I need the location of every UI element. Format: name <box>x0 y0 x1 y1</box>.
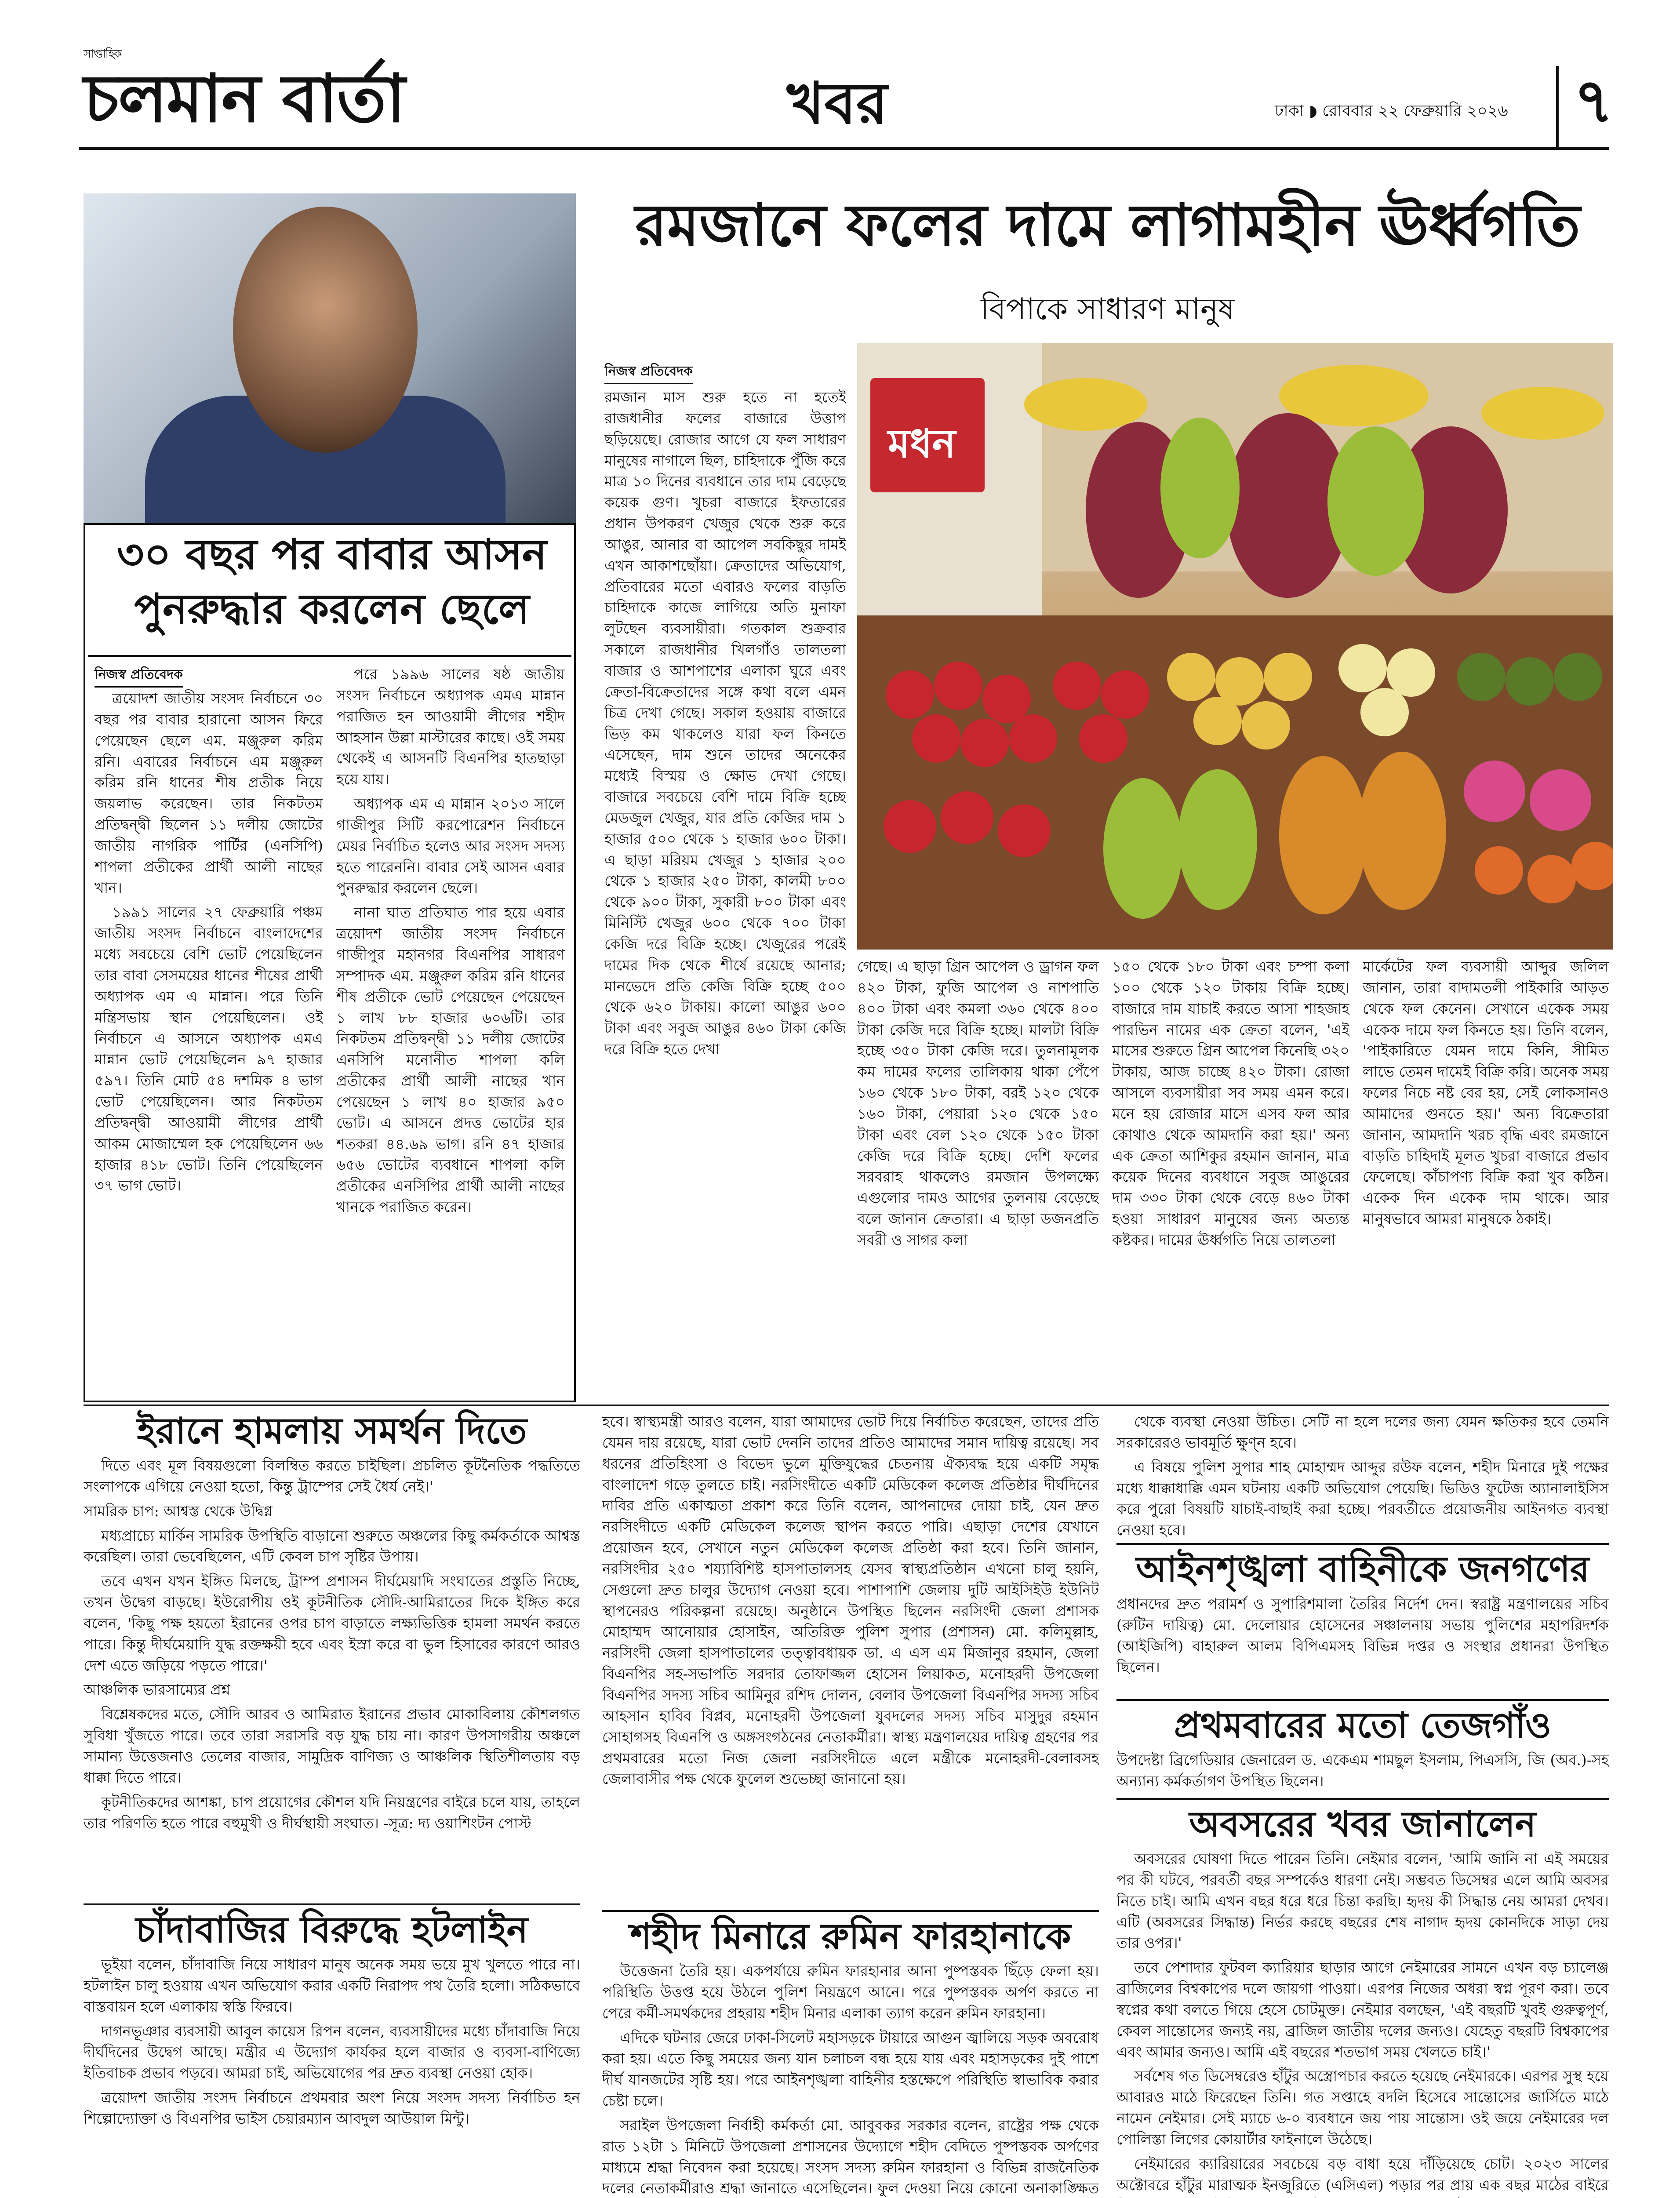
dateline: ঢাকা ◗ রোববার ২২ ফেব্রুয়ারি ২০২৬ <box>1275 102 1508 120</box>
shaheed-p1: উত্তেজনা তৈরি হয়। একপর্যায়ে রুমিন ফারহানার আনা পুষ্পস্তবক ছিঁড়ে ফেলা হয়। পরিস্থিতি উত্তপ্ত হয়ে উঠলে পুলিশ নিয়ন্ত্রণে আনে। পরে পুষ্পস্তবক অর্পণ করতে না পেরে কর্মী-সমর্থকদের প্রহরায় শহীদ মিনার এলাকা ত্যাগ করেন রুমিন ফারহানা। <box>602 1962 1099 2022</box>
story1-col1-p2: ১৯৯১ সালের ২৭ ফেব্রুয়ারি পঞ্চম জাতীয় সংসদ নির্বাচনে বাংলাদেশের মধ্যে সবচেয়ে বেশি ভোট পেয়েছিলেন তার বাবা সেসময়ের ধানের শীষের প্রার্থী অধ্যাপক এম এ মান্নান। পরে তিনি মন্ত্রিসভায় স্থান পেয়েছিলেন। ওই নির্বাচনে এ আসনে অধ্যাপক এমএ মান্নান ভোট পেয়েছিলেন ৯৭ হাজার ৫৯৭। তিনি মোট ৫৪ দশমিক ৪ ভাগ ভোট পেয়েছিলেন। আর নিকটতম প্রতিদ্বন্দ্বী আওয়ামী লীগের প্রার্থী আকম মোজাম্মেল হক পেয়েছিলেন ৬৬ হাজার ৪১৮ ভোট। তিনি পেয়েছিলেন ৩৭ ভাগ ভোট। <box>95 903 323 1194</box>
fruit-market-photo <box>857 343 1613 950</box>
health-cont-body <box>602 1411 1099 1917</box>
iran-subhead2: আঞ্চলিক ভারসাম্যের প্রশ্ন <box>84 1681 230 1699</box>
fruit-illustration <box>857 343 1613 950</box>
retire-p4: নেইমারের ক্যারিয়ারের সবচেয়ে বড় বাধা হয়ে দাঁড়িয়েছে চোট। ২০২৩ সালের অক্টোবরে হাঁটুর মারাত্মক ইনজুরিতে (এসিএল) পড়ার পর প্রায় এক বছর মাঠের বাইরে <box>1116 2155 1609 2194</box>
shaheed-divider <box>602 1910 1099 1912</box>
lead-col1 <box>604 387 846 1398</box>
story1-headline <box>101 528 563 636</box>
lead-col4 <box>1363 956 1609 1400</box>
story1-col2 <box>336 664 565 1396</box>
lead-headline: রমজানে ফলের দামে লাগামহীন ঊর্ধ্বগতি <box>635 191 1580 259</box>
iran-p5: কূটনীতিকদের আশঙ্কা, চাপ প্রয়োগের কৌশল যদি নিয়ন্ত্রণের বাইরে চলে যায়, তাহলে তার পরিণতি হতে পারে বহুমুখী ও দীর্ঘস্থায়ী সংঘাত। -সূত্র: দ্য ওয়াশিংটন পোস্ট <box>84 1793 580 1832</box>
shaheed-p2: এদিকে ঘটনার জেরে ঢাকা-সিলেট মহাসড়কে টায়ারে আগুন জ্বালিয়ে সড়ক অবরোধ করা হয়। এতে কিছু সময়ের জন্য যান চলাচল বন্ধ হয়ে যায় এবং মহাসড়কের দুই পাশে দীর্ঘ যানজটের সৃষ্টি হয়। পরে আইনশৃঙ্খলা বাহিনীর হস্তক্ষেপে পরিস্থিতি স্বাভাবিক করার চেষ্টা চলে। <box>602 2029 1099 2110</box>
story1-divider <box>88 655 571 657</box>
story1-headline-line1: ৩০ বছর পর বাবার আসন <box>116 530 547 579</box>
retire-p2: তবে পেশাদার ফুটবল ক্যারিয়ার ছাড়ার আগে নেইমারের সামনে এখন বড় চ্যালেঞ্জ ব্রাজিলের বিশ্বকাপের দলে জায়গা পাওয়া। এরপর নিজের অধরা স্বপ্ন পূরণ করা। তবে স্বপ্নের কথা বলতে গিয়ে হেসে চোটমুক্ত। নেইমার বলছেন, 'এই বছরটি খুবই গুরুত্বপূর্ণ, কেবল সান্তোসের জন্যই নয়, ব্রাজিল জাতীয় দলের জন্যও। যেহেতু বছরটি বিশ্বকাপের এবং আমার জন্যও। আমি এই বছরের শতভাগ সময় খেলতে চাই।' <box>1116 1959 1609 2060</box>
retire-p3: সর্বশেষ গত ডিসেম্বরেও হাঁটুর অস্ত্রোপচার করতে হয়েছে নেইমারকে। এরপর সুস্থ হয়ে আবারও মাঠে ফিরেছেন তিনি। গত সপ্তাহে বদলি হিসেবে সান্তোসের জার্সিতে মাঠে নামেন নেইমার। সেই ম্যাচে ৬-০ ব্যবধানে জয় পায় সান্তোস। ওই জয়ে নেইমারের দল পোলিস্তা লিগের কোয়ার্টার ফাইনালে উঠেছে। <box>1116 2067 1609 2148</box>
chadabazi-headline: চাঁদাবাজির বিরুদ্ধে হটলাইন <box>135 1909 528 1951</box>
first-divider <box>1116 1699 1609 1701</box>
masthead-tag: সাপ্তাহিক <box>84 47 121 61</box>
lead-col3 <box>1112 956 1349 1400</box>
lower-divider <box>84 1405 1609 1406</box>
retire-divider <box>1116 1798 1609 1800</box>
page-number: ৭ <box>1574 65 1614 137</box>
shaheed-cont-body <box>1116 1411 1609 1543</box>
lead-col1-text: রমজান মাস শুরু হতে না হতেই রাজধানীর ফলের বাজারে উত্তাপ ছড়িয়েছে। রোজার আগে যে ফল সাধারণ মানুষের নাগালে ছিল, চাহিদাকে পুঁজি করে মাত্র ১০ দিনের ব্যবধানে তার দাম বেড়েছে কয়েক গুণ। খুচরা বাজারে ইফতারের প্রধান উপকরণ খেজুর থেকে শুরু করে আঙুর, আনার বা আপেল সবকিছুর দামই এখন আকাশছোঁয়া। ক্রেতাদের অভিযোগ, প্রতিবারের মতো এবারও ফলের বাড়তি চাহিদাকে কাজে লাগিয়ে অতি মুনাফা লুটছেন ব্যবসায়ীরা। গতকাল শুক্রবার সকালে রাজধানীর খিলগাঁও তালতলা বাজার ও আশপাশের এলাকা ঘুরে এবং ক্রেতা-বিক্রেতাদের সঙ্গে কথা বলে এমন চিত্র দেখা গেছে। সকাল হওয়ায় বাজারে ভিড় কম থাকলেও যারা ফল কিনতে এসেছেন, দাম শুনে তাদের অনেকের মধ্যেই বিস্ময় ও ক্ষোভ দেখা গেছে। বাজারে সবচেয়ে বেশি দামে বিক্রি হচ্ছে মেডজুল খেজুর, যার প্রতি কেজির দাম ১ হাজার ৫০০ থেকে ১ হাজার ৬০০ টাকা। এ ছাড়া মরিয়ম খেজুর ১ হাজার ২০০ থেকে ১ হাজার ২৫০ টাকা, কালমী ৮০০ থেকে ৯০০ টাকা, সুকারী ৮০০ টাকা এবং মিনিস্টি খেজুর ৬০০ থেকে ৭০০ টাকা কেজি দরে বিক্রি হচ্ছে। খেজুরের পরেই দামের দিক থেকে শীর্ষে রয়েছে আনার; মানভেদে প্রতি কেজি বিক্রি হচ্ছে ৫০০ থেকে ৬২০ টাকায়। কালো আঙুর ৬০০ টাকা এবং সবুজ আঙুর ৪৬০ টাকা কেজি দরে বিক্রি হতে দেখা <box>604 389 846 1058</box>
shaheed-headline: শহীদ মিনারে রুমিন ফারহানাকে <box>630 1915 1071 1958</box>
lead-byline: নিজস্ব প্রতিবেদক <box>604 360 693 384</box>
masthead-rule <box>79 147 1609 150</box>
chadabazi-p3: ত্রয়োদশ জাতীয় সংসদ নির্বাচনে প্রথমবার অংশ নিয়ে সংসদ সদস্য নির্বাচিত হন শিল্পোদ্যোক্তা ও বিএনপির ভাইস চেয়ারম্যান আবদুল আউয়াল মিন্টু। <box>84 2089 580 2127</box>
story1-byline: নিজস্ব প্রতিবেদক <box>95 664 183 688</box>
chadabazi-p1: ভূইয়া বলেন, চাঁদাবাজি নিয়ে সাধারণ মানুষ অনেক সময় ভয়ে মুখ খুলতে পারে না। হটলাইন চালু হওয়ায় এখন অভিযোগ করার একটি নিরাপদ পথ তৈরি হলো। সঠিকভাবে বাস্তবায়ন হলে এলাকায় স্বস্তি ফিরবে। <box>84 1956 580 2015</box>
shop-sign: মধন <box>888 421 956 467</box>
page-number-divider <box>1556 66 1559 149</box>
chadabazi-divider <box>84 1903 580 1905</box>
iran-p3: তবে এখন যখন ইঙ্গিত মিলছে, ট্রাম্প প্রশাসন দীর্ঘমেয়াদি সংঘাতের প্রস্তুতি নিচ্ছে, তখন উদ্বেগ বাড়ছে। ইউরোপীয় ওই কূটনীতিক সৌদি-আমিরাতের দিকে ইঙ্গিত করে বলেন, 'কিছু পক্ষ হয়তো ইরানের ওপর চাপ বাড়াতে লক্ষ্যভিত্তিক হামলা সমর্থন করতে পারে। কিন্তু দীর্ঘমেয়াদি যুদ্ধ রক্তক্ষয়ী হবে এবং ইস্রা করে বা ভুল হিসাবের কারণে আরও দেশ এতে জড়িয়ে পড়তে পারে।' <box>84 1572 580 1674</box>
iran-p1: দিতে এবং মূল বিষয়গুলো বিলম্বিত করতে চাইছিল। প্রচলিত কূটনৈতিক পদ্ধতিতে সংলাপকে এগিয়ে নেওয়া হতো, কিন্তু ট্রাম্পের সেই ধৈর্য নেই।' <box>84 1457 580 1495</box>
first-body <box>1116 1750 1609 1798</box>
lead-byline-wrap <box>604 360 693 384</box>
shaheed-cont-p2: এ বিষয়ে পুলিশ সুপার শাহ মোহাম্মদ আব্দুর রউফ বলেন, শহীদ মিনারে দুই পক্ষের মধ্যে ধাক্কাধাক্কি এমন ঘটনায় একটি অভিযোগ পেয়েছি। ভিডিও ফুটেজ অ্যানালাইসিস করে পুরো বিষয়টি যাচাই-বাছাই করা হচ্ছে। পরবর্তীতে প্রয়োজনীয় আইনগত ব্যবস্থা নেওয়া হবে। <box>1116 1458 1609 1539</box>
masthead-name: চলমান বার্তা <box>84 61 405 137</box>
law-headline: আইনশৃঙ্খলা বাহিনীকে জনগণের <box>1136 1548 1589 1590</box>
masthead-logo <box>84 47 405 137</box>
first-text: উপদেষ্টা ব্রিগেডিয়ার জেনারেল ড. একেএম শামছুল ইসলাম, পিএসসি, জি (অব.)-সহ অন্যান্য কর্মকর্তাগণ উপস্থিত ছিলেন। <box>1116 1751 1609 1790</box>
law-body <box>1116 1594 1609 1699</box>
lead-col4-text: মার্কেটের ফল ব্যবসায়ী আব্দুর জলিল জানান, তারা বাদামতলী পাইকারি আড়ত থেকে ফল কেনেন। সেখানে একেক সময় একেক দামে ফল কিনতে হয়। তিনি বলেন, 'পাইকারিতে যেমন দামে কিনি, সীমিত লাভে তেমন দামেই বিক্রি করি। অনেক সময় ফলের নিচে নষ্ট বের হয়, সেই লোকসানও আমাদের গুনতে হয়।' অন্য বিক্রেতারা জানান, আমদানি খরচ বৃদ্ধি এবং রমজানে বাড়তি চাহিদাই মূলত খুচরা বাজারে প্রভাব ফেলেছে। কাঁচাপণ্য বিক্রি করা খুব কঠিন। একেক দিন একেক দাম থাকে। আর মানুষভাবে আমরা মানুষকে ঠকাই। <box>1363 958 1609 1228</box>
story1-headline-line2: পুনরুদ্ধার করলেন ছেলে <box>134 584 530 633</box>
iran-headline: ইরানে হামলায় সমর্থন দিতে <box>137 1410 527 1452</box>
retire-headline: অবসরের খবর জানালেন <box>1189 1803 1536 1845</box>
lead-col2-text: গেছে। এ ছাড়া গ্রিন আপেল ও ড্রাগন ফল ৪২০ টাকা, ফুজি আপেল ও নাশপাতি ৪০০ টাকা এবং কমলা ৩৬০ থেকে ৪০০ টাকা কেজি দরে বিক্রি হচ্ছে। মালটা বিক্রি হচ্ছে ৩৫০ টাকা কেজি দরে। তুলনামূলক কম দামের ফলের তালিকায় থাকা পেঁপে ১৬০ থেকে ১৮০ টাকা, বরই ১২০ থেকে ১৬০ টাকা, পেয়ারা ১২০ থেকে ১৫০ টাকা এবং বেল ১২০ থেকে ১৫০ টাকা কেজি দরে বিক্রি হচ্ছে। দেশি ফলের সরবরাহ থাকলেও রমজান উপলক্ষ্যে এগুলোর দামও আগের তুলনায় বেড়েছে বলে জানান ক্রেতারা। এ ছাড়া ডজনপ্রতি সবরী ও সাগর কলা <box>857 958 1099 1248</box>
first-headline: প্রথমবারের মতো তেজগাঁও <box>1174 1704 1551 1746</box>
shaheed-body <box>602 1961 1099 2198</box>
story1-col2-p1: পরে ১৯৯৬ সালের ষষ্ঠ জাতীয় সংসদ নির্বাচনে অধ্যাপক এমএ মান্নান পরাজিত হন আওয়ামী লীগের শহীদ আহসান উল্লা মাস্টারের কাছে। ওই সময় থেকেই এ আসনটি বিএনপির হাতছাড়া হয়ে যায়। <box>336 666 565 788</box>
iran-p4: বিশ্লেষকদের মতে, সৌদি আরব ও আমিরাত ইরানের প্রভাব মোকাবিলায় কৌশলগত সুবিধা খুঁজতে পারে। তবে তারা সরাসরি বড় যুদ্ধ চায় না। কারণ উপসাগরীয় অঞ্চলে সামান্য উত্তেজনাও তেলের বাজার, সামুদ্রিক বাণিজ্য ও আঞ্চলিক স্থিতিশীলতায় বড় ধাক্কা দিতে পারে। <box>84 1706 580 1786</box>
law-text: প্রধানদের দ্রুত পরামর্শ ও সুপারিশমালা তৈরির নির্দেশ দেন। স্বরাষ্ট্র মন্ত্রণালয়ের সচিব (রুটিন দায়িত্ব) মো. দেলোয়ার হোসেনের সঞ্চালনায় সভায় পুলিশের মহাপরিদর্শক (আইজিপি) বাহারুল আলম বিপিএমসহ বিভিন্ন দপ্তর ও সংস্থার প্রধানরা উপস্থিত ছিলেন। <box>1116 1595 1609 1676</box>
chadabazi-p2: দাগনভূঞার ব্যবসায়ী আবুল কায়েস রিপন বলেন, ব্যবসায়ীদের মধ্যে চাঁদাবাজি নিয়ে দীর্ঘদিনের উদ্বেগ আছে। মন্ত্রীর এ উদ্যোগ কার্যকর হলে বাজার ও ব্যবসা-বাণিজ্যে ইতিবাচক প্রভাব পড়বে। আমরা চাই, অভিযোগের পর দ্রুত ব্যবস্থা নেওয়া হোক। <box>84 2022 580 2082</box>
section-name: খবর <box>787 69 888 137</box>
story1-col1-p1: ত্রয়োদশ জাতীয় সংসদ নির্বাচনে ৩০ বছর পর বাবার হারানো আসন ফিরে পেয়েছেন ছেলে এম. মঞ্জুরুল করিম রনি। এবারের নির্বাচনে এম মঞ্জুরুল করিম রনি ধানের শীষ প্রতীক নিয়ে জয়লাভ করেছেন। তার নিকটতম প্রতিদ্বন্দ্বী ছিলেন ১১ দলীয় জোটের জাতীয় নাগরিক পার্টির (এনসিপি) শাপলা প্রতীকের প্রার্থী আলী নাছের খান। <box>95 690 323 896</box>
shaheed-cont-p1: থেকে ব্যবস্থা নেওয়া উচিত। সেটি না হলে দলের জন্য যেমন ক্ষতিকর হবে তেমনি সরকারেরও ভাবমূর্তি ক্ষুণ্ন হবে। <box>1116 1413 1609 1451</box>
chadabazi-body <box>84 1954 580 2198</box>
story1-col2-p3: নানা ঘাত প্রতিঘাত পার হয়ে এবার ত্রয়োদশ জাতীয় সংসদ নির্বাচনে গাজীপুর মহানগর বিএনপির সাধারণ সম্পাদক এম. মঞ্জুরুল করিম রনি ধানের শীষ প্রতীকে ভোট পেয়েছেন পেয়েছেন ১ লাখ ৮৮ হাজার ৬০৬টি। তার নিকটতম প্রতিদ্বন্দ্বী ১১ দলীয় জোটের এনসিপি মনোনীত শাপলা কলি প্রতীকের প্রার্থী আলী নাছের খান পেয়েছেন ১ লাখ ৪০ হাজার ৯৫০ ভোট। এ আসনে প্রদত্ত ভোটের হার শতকরা ৪৪.৬৯ ভাগ। রনি ৪৭ হাজার ৬৫৬ ভোটের ব্যবধানে শাপলা কলি প্রতীকের এনসিপির প্রার্থী আলী নাছের খানকে পরাজিত করেন। <box>336 904 565 1216</box>
story1-col2-p2: অধ্যাপক এম এ মান্নান ২০১৩ সালে গাজীপুর সিটি করপোরেশন নির্বাচনে মেয়র নির্বাচিত হলেও আর সংসদ সদস্য হতে পারেননি। বাবার সেই আসন এবার পুনরুদ্ধার করলেন ছেলে। <box>336 795 565 897</box>
lead-col2 <box>857 956 1099 1400</box>
iran-p2: মধ্যপ্রাচ্যে মার্কিন সামরিক উপস্থিতি বাড়ানো শুরুতে অঞ্চলের কিছু কর্মকর্তাকে আশ্বস্ত করেছিল। তারা ভেবেছিলেন, এটি কেবল চাপ সৃষ্টির উপায়। <box>84 1527 580 1565</box>
retire-body <box>1116 1849 1609 2198</box>
shaheed-p3: সরাইল উপজেলা নির্বাহী কর্মকর্তা মো. আবুবকর সরকার বলেন, রাষ্ট্রের পক্ষ থেকে রাত ১২টা ১ মিনিটে উপজেলা প্রশাসনের উদ্যোগে শহীদ বেদিতে পুষ্পস্তবক অর্পণের মাধ্যমে শ্রদ্ধা নিবেদন করা হয়েছে। সংসদ সদস্য রুমিন ফারহানা ও বিভিন্ন রাজনৈতিক দলের নেতাকর্মীরাও শ্রদ্ধা জানাতে এসেছিলেন। ফুল দেওয়া নিয়ে কোনো অনাকাঙ্ক্ষিত <box>602 2116 1099 2197</box>
retire-p1: অবসরের ঘোষণা দিতে পারেন তিনি। নেইমার বলেন, 'আমি জানি না এই সময়ের পর কী ঘটবে, পরবর্তী বছর সম্পর্কেও ধারণা নেই। সম্ভবত ডিসেম্বর এলে আমি অবসর নিতে চাই। আমি এখন বছর ধরে ধরে চিন্তা করছি। হৃদয় কী সিদ্ধান্ত নেয় আমরা দেখব। এটি (অবসরের সিদ্ধান্ত) নির্ভর করছে বছরের শেষ নাগাদ হৃদয় কোনদিকে সাড়া দেয় তার ওপর।' <box>1116 1850 1609 1952</box>
lead-col3-text: ১৫০ থেকে ১৮০ টাকা এবং চম্পা কলা ১০০ থেকে ১২০ টাকায় বিক্রি হচ্ছে। বাজারে দাম যাচাই করতে আসা শাহজাহ পারভিন নামের এক ক্রেতা বলেন, 'এই মাসের শুরুতে গ্রিন আপেল কিনেছি ৩২০ টাকায়, আজ চাচ্ছে ৪২০ টাকা। রোজা আসলে ব্যবসায়ীরা সব সময় এমন করে। মনে হয় রোজার মাসে এসব ফল আর কোথাও থেকে আমদানি করা হয়।' অন্য এক ক্রেতা আশিকুর রহমান জানান, মাত্র কয়েক দিনের ব্যবধানে সবুজ আঙুরের দাম ৩৩০ টাকা থেকে বেড়ে ৪৬০ টাকা হওয়া সাধারণ মানুষের জন্য অত্যন্ত কষ্টকর। দামের ঊর্ধ্বগতি নিয়ে তালতলা <box>1112 958 1349 1248</box>
iran-body <box>84 1455 580 1903</box>
story1-byline-wrap <box>95 664 183 688</box>
health-cont-text: হবে। স্বাস্থ্যমন্ত্রী আরও বলেন, যারা আমাদের ভোট দিয়ে নির্বাচিত করেছেন, তাদের প্রতি যেমন দায় রয়েছে, যারা ভোট দেননি তাদের প্রতিও আমাদের সমান দায়িত্ব রয়েছে। সব ধরনের প্রতিহিংসা ও বিভেদ ভুলে মুক্তিযুদ্ধের চেতনায় ঐক্যবদ্ধ হয়ে একটি সমৃদ্ধ বাংলাদেশ গড়ে তুলতে চাই। নরসিংদীতে একটি মেডিকেল কলেজ প্রতিষ্ঠার দীর্ঘদিনের দাবির প্রতি একাত্মতা প্রকাশ করে তিনি বলেন, আপনাদের দোয়া চাই, যেন দ্রুত নরসিংদীতে একটি মেডিকেল কলেজ স্থাপন করতে পারি। এছাড়া দেশের যেখানে প্রয়োজন হবে, সেখানে নতুন মেডিকেল কলেজ প্রতিষ্ঠা করা হবে। তিনি জানান, নরসিংদীর ২৫০ শয্যাবিশিষ্ট হাসপাতালসহ যেসব স্বাস্থ্যপ্রতিষ্ঠান এখনো চালু হয়নি, সেগুলো দ্রুত চালুর উদ্যোগ নেওয়া হবে। পাশাপাশি জেলায় দুটি আইসিইউ ইউনিট স্থাপনেরও পরিকল্পনা রয়েছে। অনুষ্ঠানে উপস্থিত ছিলেন নরসিংদী জেলা প্রশাসক মোহাম্মদ আনোয়ার হোসাইন, অতিরিক্ত পুলিশ সুপার (প্রশাসন) মো. কলিমুল্লাহ, নরসিংদী জেলা হাসপাতালের তত্ত্বাবধায়ক ডা. এ এস এম মিজানুর রহমান, জেলা বিএনপির সহ-সভাপতি সরদার তোফাজ্জল হোসেন লিয়াকত, মনোহরদী উপজেলা বিএনপির সদস্য সচিব আমিনুর রশিদ দোলন, বেলাব উপজেলা বিএনপির সদস্য সচিব আহসান হাবিব বিপ্লব, মনোহরদী উপজেলা যুবদলের সদস্য সচিব মাসুদুর রহমান সোহাগসহ বিএনপি ও অঙ্গসংগঠনের নেতাকর্মীরা। স্বাস্থ্য মন্ত্রণালয়ের দায়িত্ব গ্রহণের পর প্রথমবারের মতো নিজ জেলা নরসিংদীতে এলে মন্ত্রীকে মনোহরদী-বেলাবসহ জেলাবাসীর পক্ষ থেকে ফুলেল শুভেচ্ছা জানানো হয়। <box>602 1413 1099 1788</box>
portrait-face <box>233 207 418 453</box>
lead-subhead: বিপাকে সাধারণ মানুষ <box>981 292 1235 327</box>
iran-subhead1: সামরিক চাপ: আশ্বস্ত থেকে উদ্বিগ্ন <box>84 1502 273 1520</box>
story1-col1 <box>95 688 323 1396</box>
law-divider <box>1116 1543 1609 1545</box>
